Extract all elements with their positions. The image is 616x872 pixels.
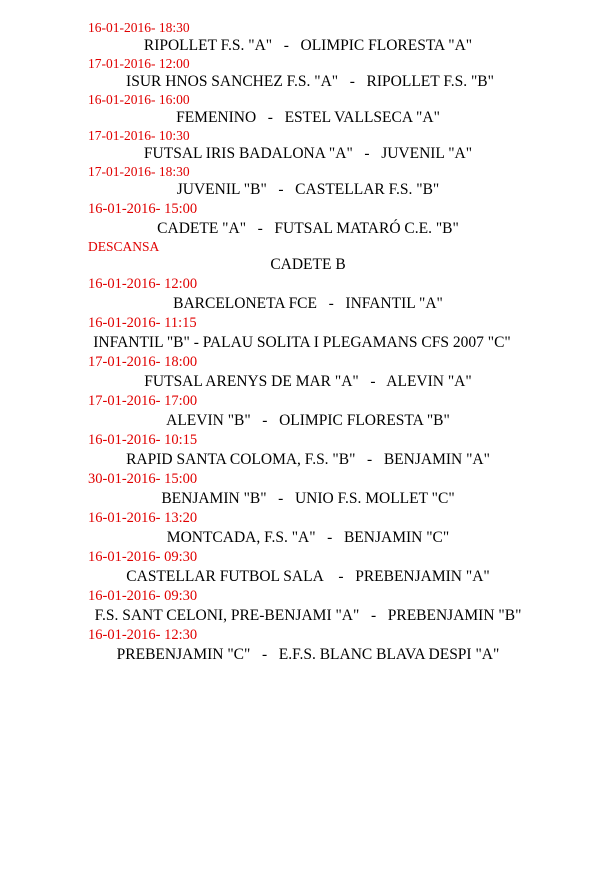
match-pairing: FUTSAL ARENYS DE MAR "A" - ALEVIN "A" — [144, 373, 472, 390]
match-pairing: CADETE "A" - FUTSAL MATARÓ C.E. "B" — [157, 220, 459, 237]
match-date: 16-01-2016- 13:20 — [88, 510, 198, 526]
match-date: 16-01-2016- 18:30 — [88, 20, 190, 35]
match-date: 16-01-2016- 09:30 — [88, 588, 198, 604]
match-date: 17-01-2016- 18:00 — [88, 354, 198, 370]
match-pairing: INFANTIL "B" - PALAU SOLITA I PLEGAMANS CFS 2007 "C" — [93, 334, 511, 351]
match-pairing: BENJAMIN "B" - UNIO F.S. MOLLET "C" — [161, 490, 455, 507]
rest-label: DESCANSA — [88, 239, 160, 254]
match-date: 16-01-2016- 15:00 — [88, 201, 198, 217]
match-date: 17-01-2016- 18:30 — [88, 164, 190, 179]
match-pairing: CASTELLAR FUTBOL SALA - PREBENJAMIN "A" — [126, 568, 490, 585]
match-date: 17-01-2016- 12:00 — [88, 56, 190, 71]
match-date: 16-01-2016- 11:15 — [88, 315, 197, 331]
match-date: 16-01-2016- 16:00 — [88, 92, 190, 107]
match-pairing: ALEVIN "B" - OLIMPIC FLORESTA "B" — [166, 412, 450, 429]
match-date: 17-01-2016- 17:00 — [88, 393, 198, 409]
match-date: 16-01-2016- 12:30 — [88, 627, 198, 643]
match-date: 17-01-2016- 10:30 — [88, 128, 190, 143]
match-date: 16-01-2016- 10:15 — [88, 432, 198, 448]
match-pairing: ISUR HNOS SANCHEZ F.S. "A" - RIPOLLET F.S. "B" — [126, 73, 494, 90]
match-pairing: PREBENJAMIN "C" - E.F.S. BLANC BLAVA DESPI "A" — [116, 646, 500, 663]
match-pairing: FEMENINO - ESTEL VALLSECA "A" — [176, 109, 440, 126]
match-pairing: RAPID SANTA COLOMA, F.S. "B" - BENJAMIN "A" — [126, 451, 490, 468]
match-pairing: JUVENIL "B" - CASTELLAR F.S. "B" — [176, 181, 440, 198]
match-date: 30-01-2016- 15:00 — [88, 471, 198, 487]
match-date: 16-01-2016- 12:00 — [88, 276, 198, 292]
match-schedule — [0, 20, 616, 665]
match-pairing: F.S. SANT CELONI, PRE-BENJAMI "A" - PREBENJAMIN "B" — [94, 607, 522, 624]
match-date: 16-01-2016- 09:30 — [88, 549, 198, 565]
rest-team: CADETE B — [270, 256, 346, 273]
match-pairing: MONTCADA, F.S. "A" - BENJAMIN "C" — [166, 529, 450, 546]
match-pairing: BARCELONETA FCE - INFANTIL "A" — [173, 295, 443, 312]
match-pairing: RIPOLLET F.S. "A" - OLIMPIC FLORESTA "A" — [143, 37, 473, 54]
match-pairing: FUTSAL IRIS BADALONA "A" - JUVENIL "A" — [143, 145, 473, 162]
